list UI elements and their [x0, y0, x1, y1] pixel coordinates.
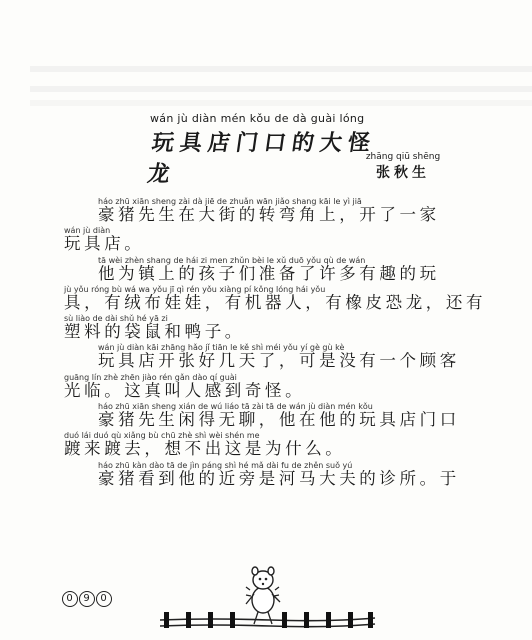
story-body	[64, 197, 504, 490]
title-text: 玩具店门口的大怪龙	[145, 130, 378, 187]
text-line	[64, 226, 504, 255]
line-pinyin: jù yǒu róng bù wá wa yǒu jī qì rén yǒu xiàng pí kǒng lóng hái yǒu	[64, 284, 326, 294]
line-text: 踱来踱去，想不出这是为什么。	[64, 439, 346, 459]
line-pinyin: tā wèi zhèn shang de hái zi men zhǔn bèi le xǔ duō yǒu qù de wán	[98, 255, 366, 265]
text-line	[64, 314, 504, 343]
page-number-digit: 0	[96, 591, 112, 607]
line-text: 塑料的袋鼠和鸭子。	[64, 322, 245, 342]
page-number-digit: 0	[62, 591, 78, 607]
text-line	[64, 343, 504, 372]
text-line	[64, 197, 504, 226]
text-line	[64, 402, 504, 431]
line-pinyin: háo zhū xiān sheng zài dà jiē de zhuǎn wān jiǎo shang kāi le yì jiā	[98, 197, 362, 206]
bleed-through-line	[30, 66, 532, 72]
line-text: 豪猪先生在大街的转弯角上，开了一家	[98, 205, 440, 224]
line-text: 玩具店开张好几天了，可是没有一个顾客	[98, 351, 460, 371]
line-pinyin: wán jù diàn kāi zhāng hǎo jǐ tiān le kě shì méi yǒu yí gè gù kè	[98, 343, 345, 353]
line-pinyin: guāng lín zhè zhēn jiào rén gǎn dào qí guài	[64, 372, 237, 382]
bleed-through-line	[30, 100, 532, 106]
line-pinyin: háo zhū kàn dào tā de jìn páng shì hé mǎ dài fu de zhěn suǒ yú	[98, 460, 353, 470]
line-text: 玩具店。	[64, 234, 145, 254]
author	[358, 152, 448, 182]
author-name: 张秋生	[376, 165, 430, 181]
page-number	[62, 590, 113, 607]
line-pinyin: sù liào de dài shǔ hé yā zi	[64, 314, 168, 324]
line-text: 豪猪先生闲得无聊，他在他的玩具店门口	[98, 410, 460, 430]
title-pinyin: wán jù diàn mén kǒu de dà guài lóng	[150, 112, 365, 125]
text-line	[64, 431, 504, 460]
line-pinyin: wán jù diàn	[64, 226, 111, 236]
porcupine-bridge-illustration	[150, 560, 380, 638]
text-line	[64, 256, 504, 285]
line-text: 豪猪看到他的近旁是河马大夫的诊所。于	[98, 468, 460, 488]
author-pinyin: zhāng qiū shēng	[365, 152, 441, 162]
line-text: 光临。这真叫人感到奇怪。	[64, 380, 306, 400]
line-text: 具，有绒布娃娃，有机器人，有橡皮恐龙，还有	[64, 292, 487, 312]
bleed-through-line	[30, 86, 532, 92]
text-line	[64, 373, 504, 402]
text-line	[64, 285, 504, 314]
line-pinyin: háo zhū xiān sheng xián de wú liáo tā zài tā de wán jù diàn mén kǒu	[98, 402, 373, 412]
text-line	[64, 461, 504, 490]
page-number-digit: 9	[79, 591, 95, 607]
line-pinyin: duó lái duó qù xiǎng bù chū zhè shì wèi shén me	[64, 431, 260, 441]
line-text: 他为镇上的孩子们准备了许多有趣的玩	[98, 263, 440, 283]
